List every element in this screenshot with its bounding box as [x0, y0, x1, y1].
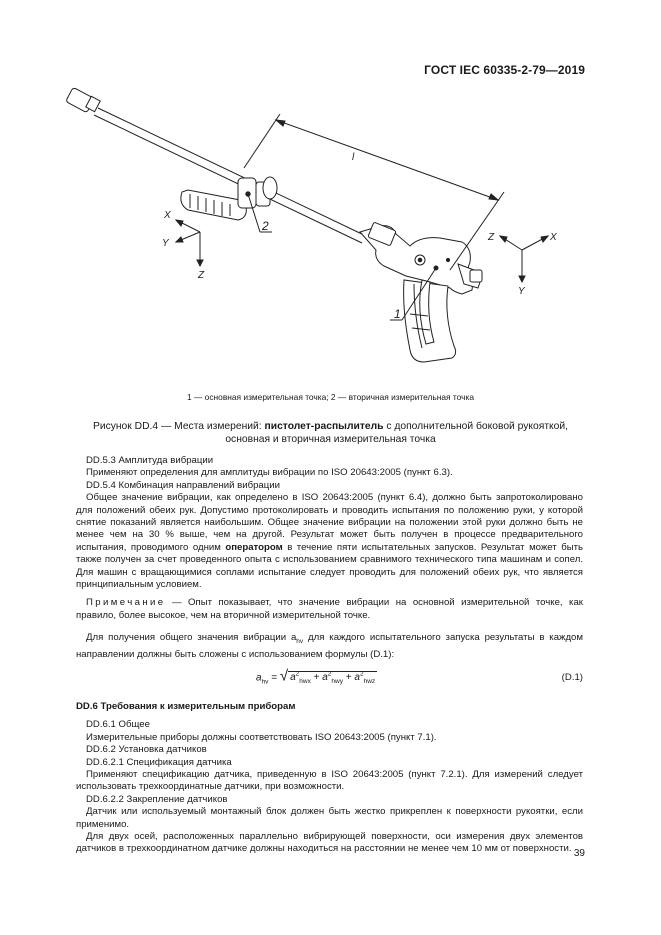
- axis-left-z: Z: [198, 270, 205, 281]
- nozzle-tip: [66, 87, 101, 112]
- dimension-label: l: [352, 152, 355, 163]
- figure-legend: 1 — основная измерительная точка; 2 — вторичная измерительная точка: [187, 392, 474, 402]
- paragraph: Применяют определения для амплитуды вибрации по ISO 20643:2005 (пункт 6.3).: [86, 467, 453, 479]
- clause-dd-6-2-2: DD.6.2.2 Закрепление датчиков: [86, 793, 228, 805]
- page-number: 39: [573, 848, 585, 859]
- paragraph: Измерительные приборы должны соответствовать ISO 20643:2005 (пункт 7.1).: [86, 731, 437, 743]
- paragraph: Для получения общего значения вибрации $a_{hv}$ для каждого испытательного запуска результаты в каждом направлении должны быть сложены с использованием формулы (D.1):: [76, 632, 583, 660]
- axis-right-z: Z: [488, 232, 495, 243]
- document-body: [76, 455, 583, 856]
- formula-number: (D.1): [561, 672, 583, 683]
- formula-d1: $a_{hv}$ = √ $a^2_{hwx} + a^2_{hwy} + a^2_{hwz}$ (D.1): [256, 667, 583, 686]
- clause-dd-5-4: DD.5.4 Комбинация направлений вибрации: [86, 479, 280, 491]
- axes-left: [176, 220, 203, 266]
- document-header: ГОСТ IEC 60335-2-79—2019: [424, 63, 585, 77]
- clause-dd-5-3: DD.5.3 Амплитуда вибрации: [86, 455, 214, 466]
- spray-gun-figure: [60, 84, 605, 394]
- note: Примечание — Опыт показывает, что значение вибрации на основной измерительной точке, как правило, более высокое, чем на вторичной измерительной точке.: [76, 597, 583, 621]
- axis-left-x: X: [164, 210, 171, 221]
- paragraph: Применяют спецификацию датчика, приведенную в ISO 20643:2005 (пункт 7.2.1). Для измерений следует использовать трехкоординатные датчики, при возможности.: [76, 769, 583, 793]
- paragraph: Для двух осей, расположенных параллельно вибрирующей поверхности, оси измерения двух элементов датчиков в трехкоординатном датчике должны находиться на расстоянии не менее чем 10 мм от поверхности.: [76, 831, 583, 855]
- axis-right-x: X: [550, 232, 557, 243]
- axis-left-y: Y: [162, 238, 169, 249]
- clause-dd-6-2-1: DD.6.2.1 Спецификация датчика: [86, 756, 232, 768]
- paragraph: Датчик или используемый монтажный блок должен быть жестко прикреплен к поверхности рукоятки, если применимо.: [76, 806, 583, 830]
- paragraph: Общее значение вибрации, как определено в ISO 20643:2005 (пункт 6.4), должно быть запротоколировано для положений обеих рук. Допустимо протоколировать и проводить испытания по положению руки, у которой снятие показаний является наибольшим. Общее значение вибрации на положении этой руки должно быть не менее чем на 30 % выше, чем на другой. Результат может быть получен в процессе предварительного испытания, проводимого одним оператором в течение пяти испытательных запусков. Результат может быть также получен за счет проведенного опыта с использованием сравнимого технического типа машинам и сопел. Для машин с вращающимися соплами испытание следует проводить для положений обеих рук, что является принципиальным условием.: [76, 492, 584, 591]
- axis-right-y: Y: [518, 286, 525, 297]
- lance-tube: [94, 108, 366, 243]
- figure-title: Рисунок DD.4 — Места измерений: пистолет-распылитель с дополнительной боковой рукояткой, основная и вторичная измерительная точка: [92, 421, 569, 445]
- clause-dd-6-2: DD.6.2 Установка датчиков: [86, 744, 207, 756]
- side-handle: [181, 177, 277, 220]
- section-dd-6-heading: DD.6 Требования к измерительным приборам: [76, 701, 296, 712]
- point-2-label: 2: [262, 219, 269, 233]
- gun-body: [360, 222, 482, 362]
- point-1-label: 1: [394, 307, 401, 321]
- axes-right: [500, 236, 548, 282]
- sqrt-sign: √: [279, 667, 289, 685]
- clause-dd-6-1: DD.6.1 Общее: [86, 719, 150, 731]
